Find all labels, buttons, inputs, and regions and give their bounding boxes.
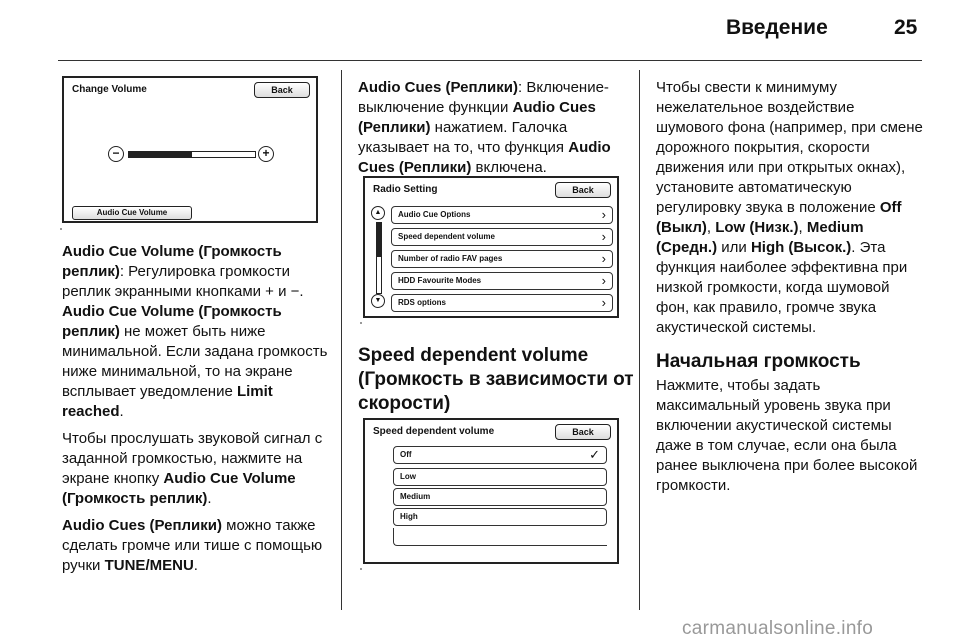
dot-marker (360, 568, 362, 570)
screen-title: Change Volume (72, 84, 147, 95)
column-2-heading (358, 344, 634, 418)
header-rule (58, 60, 922, 61)
change-volume-screen (62, 76, 318, 223)
section-heading: Speed dependent volume (Громкость в зависимости от скорости) (358, 345, 634, 414)
paragraph: Audio Cues (Реплики): Включение-выключение функции Audio Cues (Реплики) нажатием. Галочка указывает на то, что функция Audio Cues (Реплики) включена. (358, 79, 611, 176)
column-divider-2 (639, 70, 640, 610)
audio-cue-volume-button[interactable]: Audio Cue Volume (72, 206, 192, 220)
scroll-up-icon[interactable]: ▲ (371, 206, 385, 220)
menu-item-audio-cue-options[interactable]: Audio Cue Options › (391, 206, 613, 224)
column-divider-1 (341, 70, 342, 610)
menu-item-hdd-favourite-modes[interactable]: HDD Favourite Modes › (391, 272, 613, 290)
screen-title: Radio Setting (373, 184, 438, 195)
plus-button[interactable]: + (258, 146, 274, 162)
empty-row (393, 528, 607, 546)
paragraph: Audio Cues (Реплики) можно также сделать громче или тише с помощью ручки TUNE/MENU. (62, 517, 323, 574)
dot-marker (60, 228, 62, 230)
checkmark-icon: ✓ (589, 447, 600, 462)
column-1 (62, 242, 328, 583)
menu-item-number-of-radio-fav-pages[interactable]: Number of radio FAV pages › (391, 250, 613, 268)
volume-slider-track[interactable] (128, 151, 256, 158)
option-medium[interactable]: Medium (393, 488, 607, 506)
chevron-right-icon: › (601, 251, 606, 266)
column-2 (358, 78, 626, 185)
chevron-right-icon: › (601, 295, 606, 310)
chevron-right-icon: › (601, 273, 606, 288)
speed-dependent-volume-screen (363, 418, 619, 564)
section-heading: Начальная громкость (656, 351, 861, 372)
chevron-right-icon: › (601, 229, 606, 244)
paragraph: Чтобы прослушать звуковой сигнал с заданной громкостью, нажмите на экране кнопку Audio Cue Volume (Громкость реплик). (62, 430, 323, 507)
paragraph: Нажмите, чтобы задать максимальный уровень звука при включении акустической системы даже в том случае, если она была ранее выключена при более высокой громкости. (656, 377, 918, 494)
scrollbar-thumb[interactable] (377, 223, 381, 257)
option-off[interactable]: Off ✓ (393, 446, 607, 464)
paragraph: Чтобы свести к минимуму нежелательное воздействие шумового фона (например, при смене дорожного покрытия, скорости движения или при открытых окнах), установите автоматическую регулировку звука в положение Off (Выкл), Low (Низк.), Medium (Средн.) или High (Высок.). Эта функция наиболее эффективна при низкой громкости, когда шумовой фон, как правило, громче звука акустической системы. (656, 79, 923, 336)
screen-title: Speed dependent volume (373, 426, 495, 437)
radio-setting-screen (363, 176, 619, 318)
menu-item-rds-options[interactable]: RDS options › (391, 294, 613, 312)
volume-slider-fill (129, 152, 192, 157)
scroll-down-icon[interactable]: ▼ (371, 294, 385, 308)
back-button[interactable]: Back (555, 182, 611, 198)
page-number: 25 (894, 16, 918, 39)
option-high[interactable]: High (393, 508, 607, 526)
back-button[interactable]: Back (254, 82, 310, 98)
dot-marker (360, 322, 362, 324)
back-button[interactable]: Back (555, 424, 611, 440)
option-low[interactable]: Low (393, 468, 607, 486)
page-header-title: Введение (726, 16, 828, 39)
column-3 (656, 78, 926, 503)
chevron-right-icon: › (601, 207, 606, 222)
scrollbar-track[interactable] (376, 222, 382, 294)
watermark-footer: carmanualsonline.info (682, 618, 874, 639)
paragraph: Audio Cue Volume (Громкость реплик): Регулировка громкости реплик экранными кнопками + и −. Audio Cue Volume (Громкость реплик) не может быть ниже минимальной. Если задана громкость ниже минимальной, то на экране всплывает уведомление Limit reached. (62, 243, 328, 420)
menu-item-speed-dependent-volume[interactable]: Speed dependent volume › (391, 228, 613, 246)
minus-button[interactable]: − (108, 146, 124, 162)
